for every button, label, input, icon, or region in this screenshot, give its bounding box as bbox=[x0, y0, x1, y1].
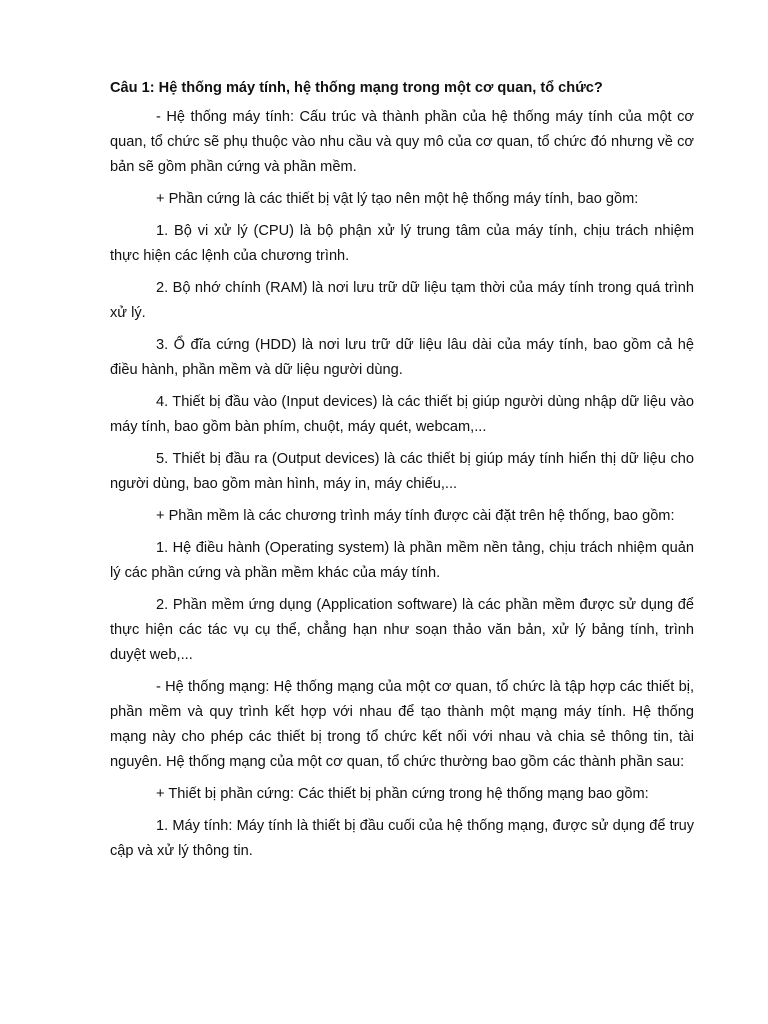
paragraph-network-hardware-heading: + Thiết bị phần cứng: Các thiết bị phần cứng trong hệ thống mạng bao gồm: bbox=[156, 786, 649, 802]
paragraph-software-os: 1. Hệ điều hành (Operating system) là phần mềm nền tảng, chịu trách nhiệm quản lý các phần cứng và phần mềm khác của máy tính. bbox=[110, 540, 694, 581]
paragraph-hardware-input: 4. Thiết bị đầu vào (Input devices) là các thiết bị giúp người dùng nhập dữ liệu vào máy tính, bao gồm bàn phím, chuột, máy quét, webcam,... bbox=[110, 394, 694, 435]
paragraph-hardware-cpu: 1. Bộ vi xử lý (CPU) là bộ phận xử lý trung tâm của máy tính, chịu trách nhiệm thực hiện các lệnh của chương trình. bbox=[110, 223, 694, 264]
paragraph-network-system: - Hệ thống mạng: Hệ thống mạng của một cơ quan, tổ chức là tập hợp các thiết bị, phần mềm và quy trình kết hợp với nhau để tạo thành một mạng máy tính. Hệ thống mạng này cho phép các thiết bị trong tổ chức kết nối với nhau và chia sẻ thông tin, tài nguyên. Hệ thống mạng của một cơ quan, tổ chức thường bao gồm các thành phần sau: bbox=[110, 679, 694, 770]
paragraph-computer-system-intro: - Hệ thống máy tính: Cấu trúc và thành phần của hệ thống máy tính của một cơ quan, tổ chức sẽ phụ thuộc vào nhu cầu và quy mô của cơ quan, tổ chức đó nhưng về cơ bản sẽ gồm phần cứng và phần mềm. bbox=[110, 109, 694, 175]
paragraph-hardware-hdd: 3. Ổ đĩa cứng (HDD) là nơi lưu trữ dữ liệu lâu dài của máy tính, bao gồm cả hệ điều hành, phần mềm và dữ liệu người dùng. bbox=[110, 337, 694, 378]
paragraph-software-apps: 2. Phần mềm ứng dụng (Application software) là các phần mềm được sử dụng để thực hiện các tác vụ cụ thể, chẳng hạn như soạn thảo văn bản, xử lý bảng tính, trình duyệt web,... bbox=[110, 597, 694, 663]
paragraph-hardware-heading: + Phần cứng là các thiết bị vật lý tạo nên một hệ thống máy tính, bao gồm: bbox=[156, 191, 639, 207]
paragraph-network-computer: 1. Máy tính: Máy tính là thiết bị đầu cuối của hệ thống mạng, được sử dụng để truy cập và xử lý thông tin. bbox=[110, 818, 694, 859]
question-title: Câu 1: Hệ thống máy tính, hệ thống mạng trong một cơ quan, tổ chức? bbox=[110, 80, 603, 96]
paragraph-hardware-ram: 2. Bộ nhớ chính (RAM) là nơi lưu trữ dữ liệu tạm thời của máy tính trong quá trình xử lý. bbox=[110, 280, 694, 321]
paragraph-software-heading: + Phần mềm là các chương trình máy tính được cài đặt trên hệ thống, bao gồm: bbox=[156, 508, 675, 524]
paragraph-hardware-output: 5. Thiết bị đầu ra (Output devices) là các thiết bị giúp máy tính hiển thị dữ liệu cho người dùng, bao gồm màn hình, máy in, máy chiếu,... bbox=[110, 451, 694, 492]
document-body bbox=[110, 76, 694, 871]
